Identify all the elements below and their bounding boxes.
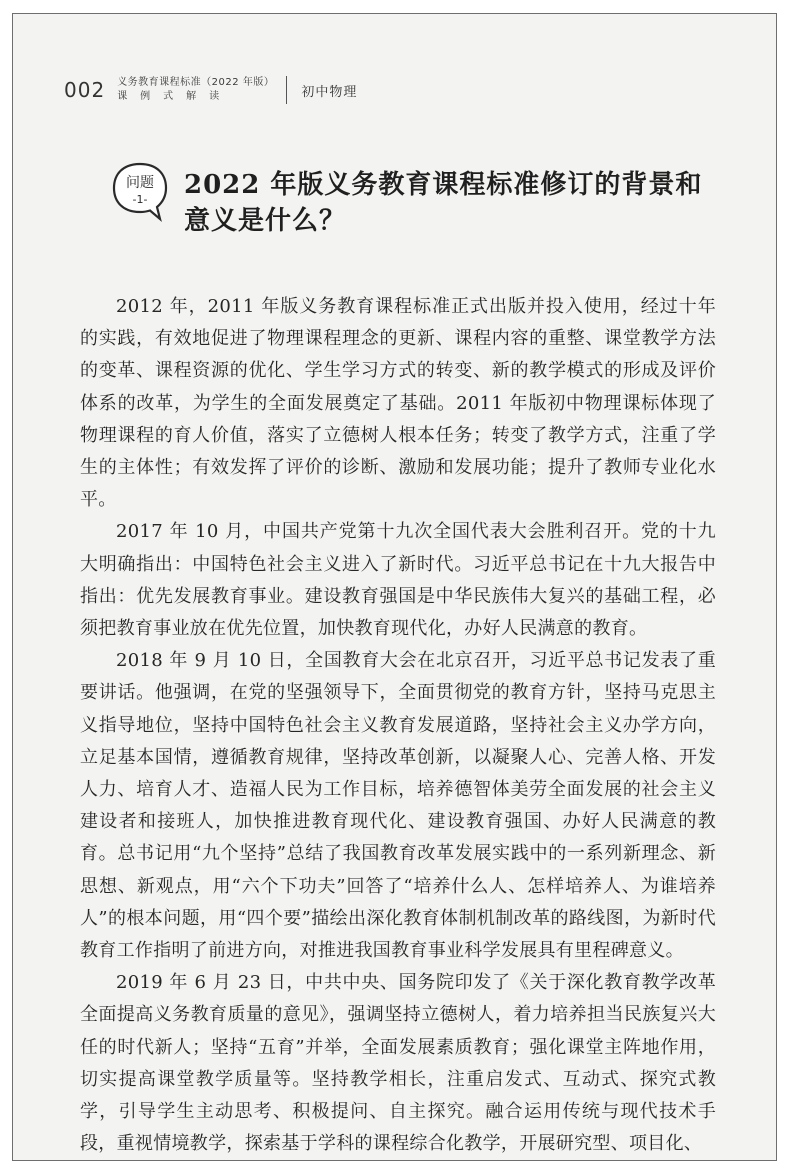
paragraph: 2018 年 9 月 10 日，全国教育大会在北京召开，习近平总书记发表了重要讲话。他强调，在党的坚强领导下，全面贯彻党的教育方针，坚持马克思主义指导地位，坚持中国特色社会主义教育发展道路，坚持社会主义办学方向，立足基本国情，遵循教育规律，坚持改革创新，以凝聚人心、完善人格、开发人力、培育人才、造福人民为工作目标，培养德智体美劳全面发展的社会主义建设者和接班人，加快推进教育现代化、建设教育强国、办好人民满意的教育。总书记用“九个坚持”总结了我国教育改革发展实践中的一系列新理念、新思想、新观点，用“六个下功夫”回答了“培养什么人、怎样培养人、为谁培养人”的根本问题，用“四个要”描绘出深化教育体制机制改革的路线图，为新时代教育工作指明了前进方向，对推进我国教育事业科学发展具有里程碑意义。 [80,650,716,962]
body-text [80,291,716,1160]
paragraph: 2019 年 6 月 23 日，中共中央、国务院印发了《关于深化教育教学改革 全面提高义务教育质量的意见》，强调坚持立德树人，着力培养担当民族复兴大任的时代新人；坚持“五育”并举，全面发展素质教育；强化课堂主阵地作用，切实提高课堂教学质量等。坚持教学相长，注重启发式、互动式、探究式教学，引导学生主动思考、积极提问、自主探究。融合运用传统与现代技术手段，重视情境教学，探索基于学科的课程综合化教学，开展研究型、项目化、 [80,972,716,1155]
header-divider [286,76,287,104]
question-badge-label: 问题 [126,175,154,191]
subject-label: 初中物理 [301,84,358,100]
book-title [117,76,274,104]
running-header [64,74,357,106]
question-title: 2022 年版义务教育课程标准修订的背景和意义是什么？ [184,170,703,236]
question-badge-number: -1- [132,193,148,206]
speech-bubble-icon [111,160,175,224]
paragraph: 2017 年 10 月，中国共产党第十九次全国代表大会胜利召开。党的十九大明确指出：中国特色社会主义进入了新时代。习近平总书记在十九大报告中指出：优先发展教育事业。建设教育强国是中华民族伟大复兴的基础工程，必须把教育事业放在优先位置，加快教育现代化，办好人民满意的教育。 [80,521,716,640]
paragraph: 2012 年，2011 年版义务教育课程标准正式出版并投入使用，经过十年的实践，有效地促进了物理课程理念的更新、课程内容的重整、课堂教学方法的变革、课程资源的优化、学生学习方式的转变、新的教学模式的形成及评价体系的改革，为学生的全面发展奠定了基础。2011 年版初中物理课标体现了物理课程的育人价值，落实了立德树人根本任务；转变了教学方式，注重了学生的主体性；有效发挥了评价的诊断、激励和发展功能；提升了教师专业化水平。 [80,296,716,511]
question-badge [111,160,175,224]
page-number: 002 [64,78,106,102]
book-title-line1: 义务教育课程标准（2022 年版） [117,77,275,88]
book-title-line2: 课例式解读 [117,91,233,102]
